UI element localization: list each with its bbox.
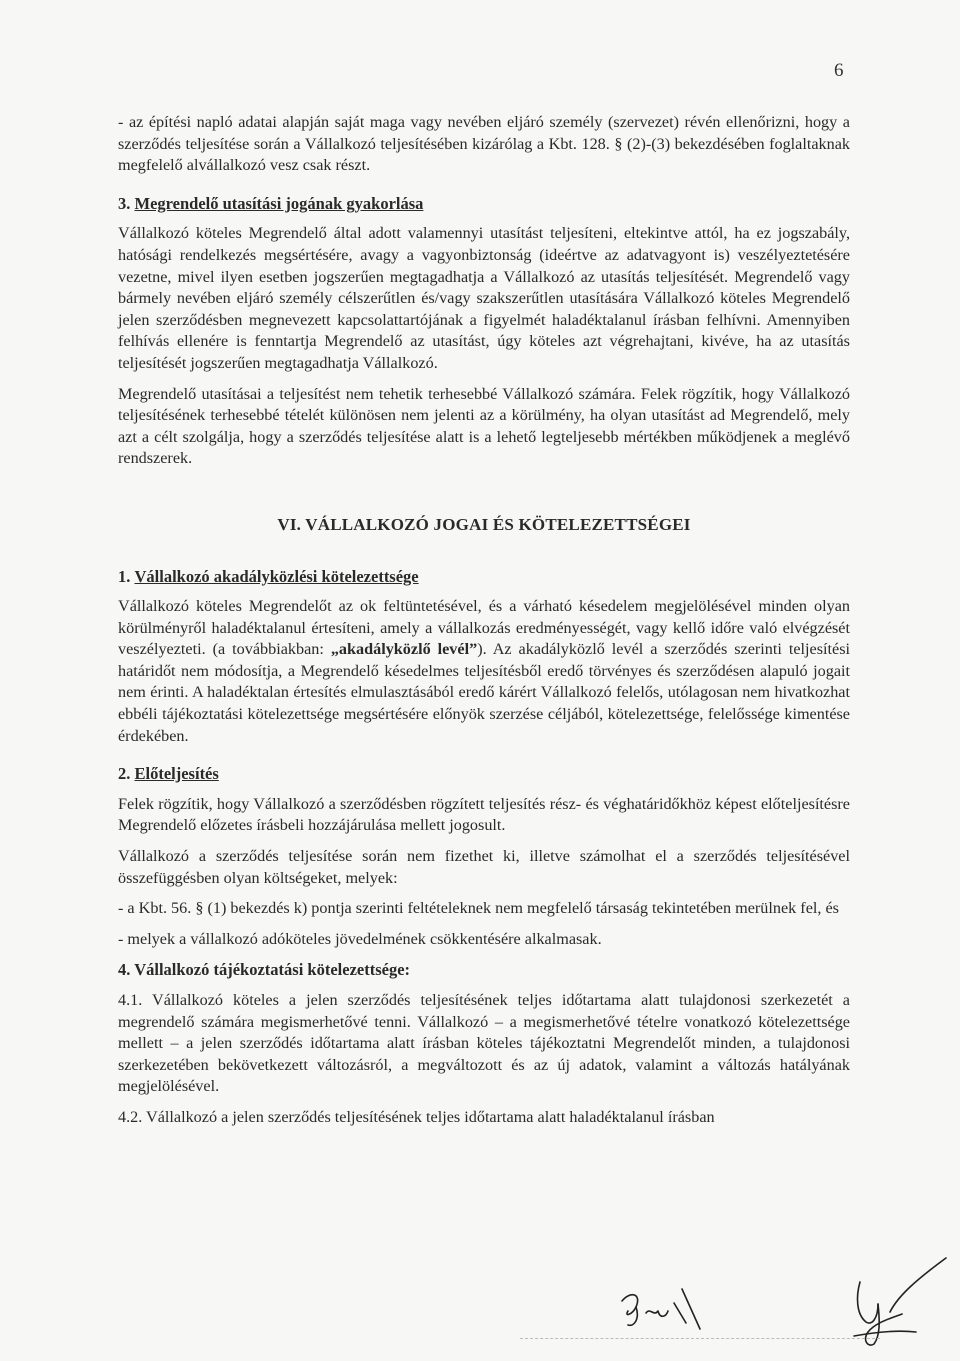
section-1-bold-term: „akadályközlő levél” — [330, 640, 478, 659]
section-1-paragraph — [118, 596, 850, 747]
section-4-paragraph-1: 4.1. Vállalkozó köteles a jelen szerződés teljesítésének teljes időtartama alatt tulajdonosi szerkezetét a megrendelő számára megismerhetővé tenni. Vállalkozó – a megismerhetővé tételre vonatkozó kötelezettsége mellett – a jelen szerződés időtartama alatt írásban köteles tájékoztatni Megrendelőt minden, a tulajdonosi szerkezetében bekövetkezett változásról, a megváltozott és az új adatok, valamint a változás hatályának megjelölésével. — [118, 991, 850, 1096]
section-2-paragraph-1: Felek rögzítik, hogy Vállalkozó a szerződésben rögzített teljesítés rész- és véghatáridőkhöz képest előteljesítésre Megrendelő előzetes írásbeli hozzájárulása mellett jogosult. — [118, 794, 850, 835]
section-2-heading — [118, 763, 850, 785]
section-1-number: 1. — [118, 566, 131, 586]
section-3-paragraph-1: Vállalkozó köteles Megrendelő által adott valamennyi utasítást teljesíteni, eltekintve attól, ha ez jogszabály, hatósági rendelkezés megsértésére, avagy a vagyonbiztonság (ideértve az adatvagyont is) veszélyeztetésére vezetne, mivel ilyen esetben jogszerűen megtagadhatja a Vállalkozó az utasítás teljesítését. Megrendelő vagy bármely nevében eljáró személy célszerűtlen és/vagy szakszerűtlen utasítására Vállalkozó köteles Megrendelő jelen szerződésben megnevezett kapcsolattartójának a figyelmét haladéktalanul írásban felhívni. Amennyiben felhívás ellenére is fenntartja Megrendelő az utasítást, úgy köteles azt végrehajtani, kivéve, ha az utasítás teljesítését jogszerűen megtagadhatja Vállalkozó. — [118, 224, 850, 372]
section-3-paragraph-2: Megrendelő utasításai a teljesítést nem tehetik terhesebbé Vállalkozó számára. Felek rögzítik, hogy Vállalkozó teljesítésének terhesebbé tételét különösen nem jelenti az a körülmény, ha olyan utasítást ad Megrendelő, mely azt a célt szolgálja, hogy a szerződés teljesítése alatt is a lehető legteljesebb mértékben működjenek a meglévő rendszerek. — [118, 384, 850, 468]
document-body — [118, 112, 850, 1129]
section-2-list-item-1: - a Kbt. 56. § (1) bekezdés k) pontja szerinti feltételeknek nem megfelelő társaság tekintetében merülnek fel, és — [118, 899, 839, 918]
section-4-heading: 4. Vállalkozó tájékoztatási kötelezettsége: — [118, 960, 411, 980]
section-3-heading — [118, 193, 850, 215]
signature-initials-right — [846, 1252, 952, 1350]
bottom-divider — [520, 1338, 880, 1339]
signature-initials-left — [616, 1283, 706, 1337]
section-1-heading — [118, 566, 850, 588]
section-2-paragraph-2: Vállalkozó a szerződés teljesítése során nem fizethet ki, illetve számolhat el a szerződés teljesítésével összefüggésben olyan költségeket, melyek: — [118, 847, 850, 887]
section-1-text-after: ). Az akadályközlő levél a szerződés szerinti teljesítési határidőt nem módosítja, a Megrendelő késedelmes teljesítésből eredő törvényes és szerződésen alapuló jogait nem érinti. A haladéktalan értesítés elmulasztásából eredő kárért Vállalkozó felelős, utólagosan nem hivatkozhat ebbéli tájékoztatási kötelezettsége megsértésére előnyök szerzése céljából, kötelezettsége, felelőssége kimentése érdekében. — [118, 640, 850, 745]
section-1-text-before: Vállalkozó köteles Megrendelőt az ok feltüntetésével, és a várható késedelem megjelölésével minden olyan körülményről haladéktalanul értesíteni, amely a vállalkozás eredményességét, vagy kellő időre való elvégzését veszélyezteti. (a továbbiakban: — [118, 597, 850, 659]
section-4-paragraph-2: 4.2. Vállalkozó a jelen szerződés teljesítésének teljes időtartama alatt haladéktalanul írásban — [118, 1107, 715, 1126]
section-2-number: 2. — [118, 764, 131, 784]
chapter-heading: VI. VÁLLALKOZÓ JOGAI ÉS KÖTELEZETTSÉGEI — [277, 514, 691, 534]
section-2-title: Előteljesítés — [134, 764, 219, 784]
section-3-number: 3. — [118, 193, 131, 213]
section-3-title: Megrendelő utasítási jogának gyakorlása — [134, 193, 424, 213]
section-2-list-item-2: - melyek a vállalkozó adóköteles jövedelmének csökkentésére alkalmasak. — [118, 929, 602, 948]
section-1-title: Vállalkozó akadályközlési kötelezettsége — [134, 566, 419, 586]
page-number: 6 — [834, 60, 844, 81]
intro-paragraph: - az építési napló adatai alapján saját maga vagy nevében eljáró személy (szervezet) révén ellenőrizni, hogy a szerződés teljesítése során a Vállalkozó teljesítésében kizárólag a Kbt. 128. § (2)-(3) bekezdésében foglaltaknak megfelelő alvállalkozó vesz csak részt. — [118, 113, 850, 175]
